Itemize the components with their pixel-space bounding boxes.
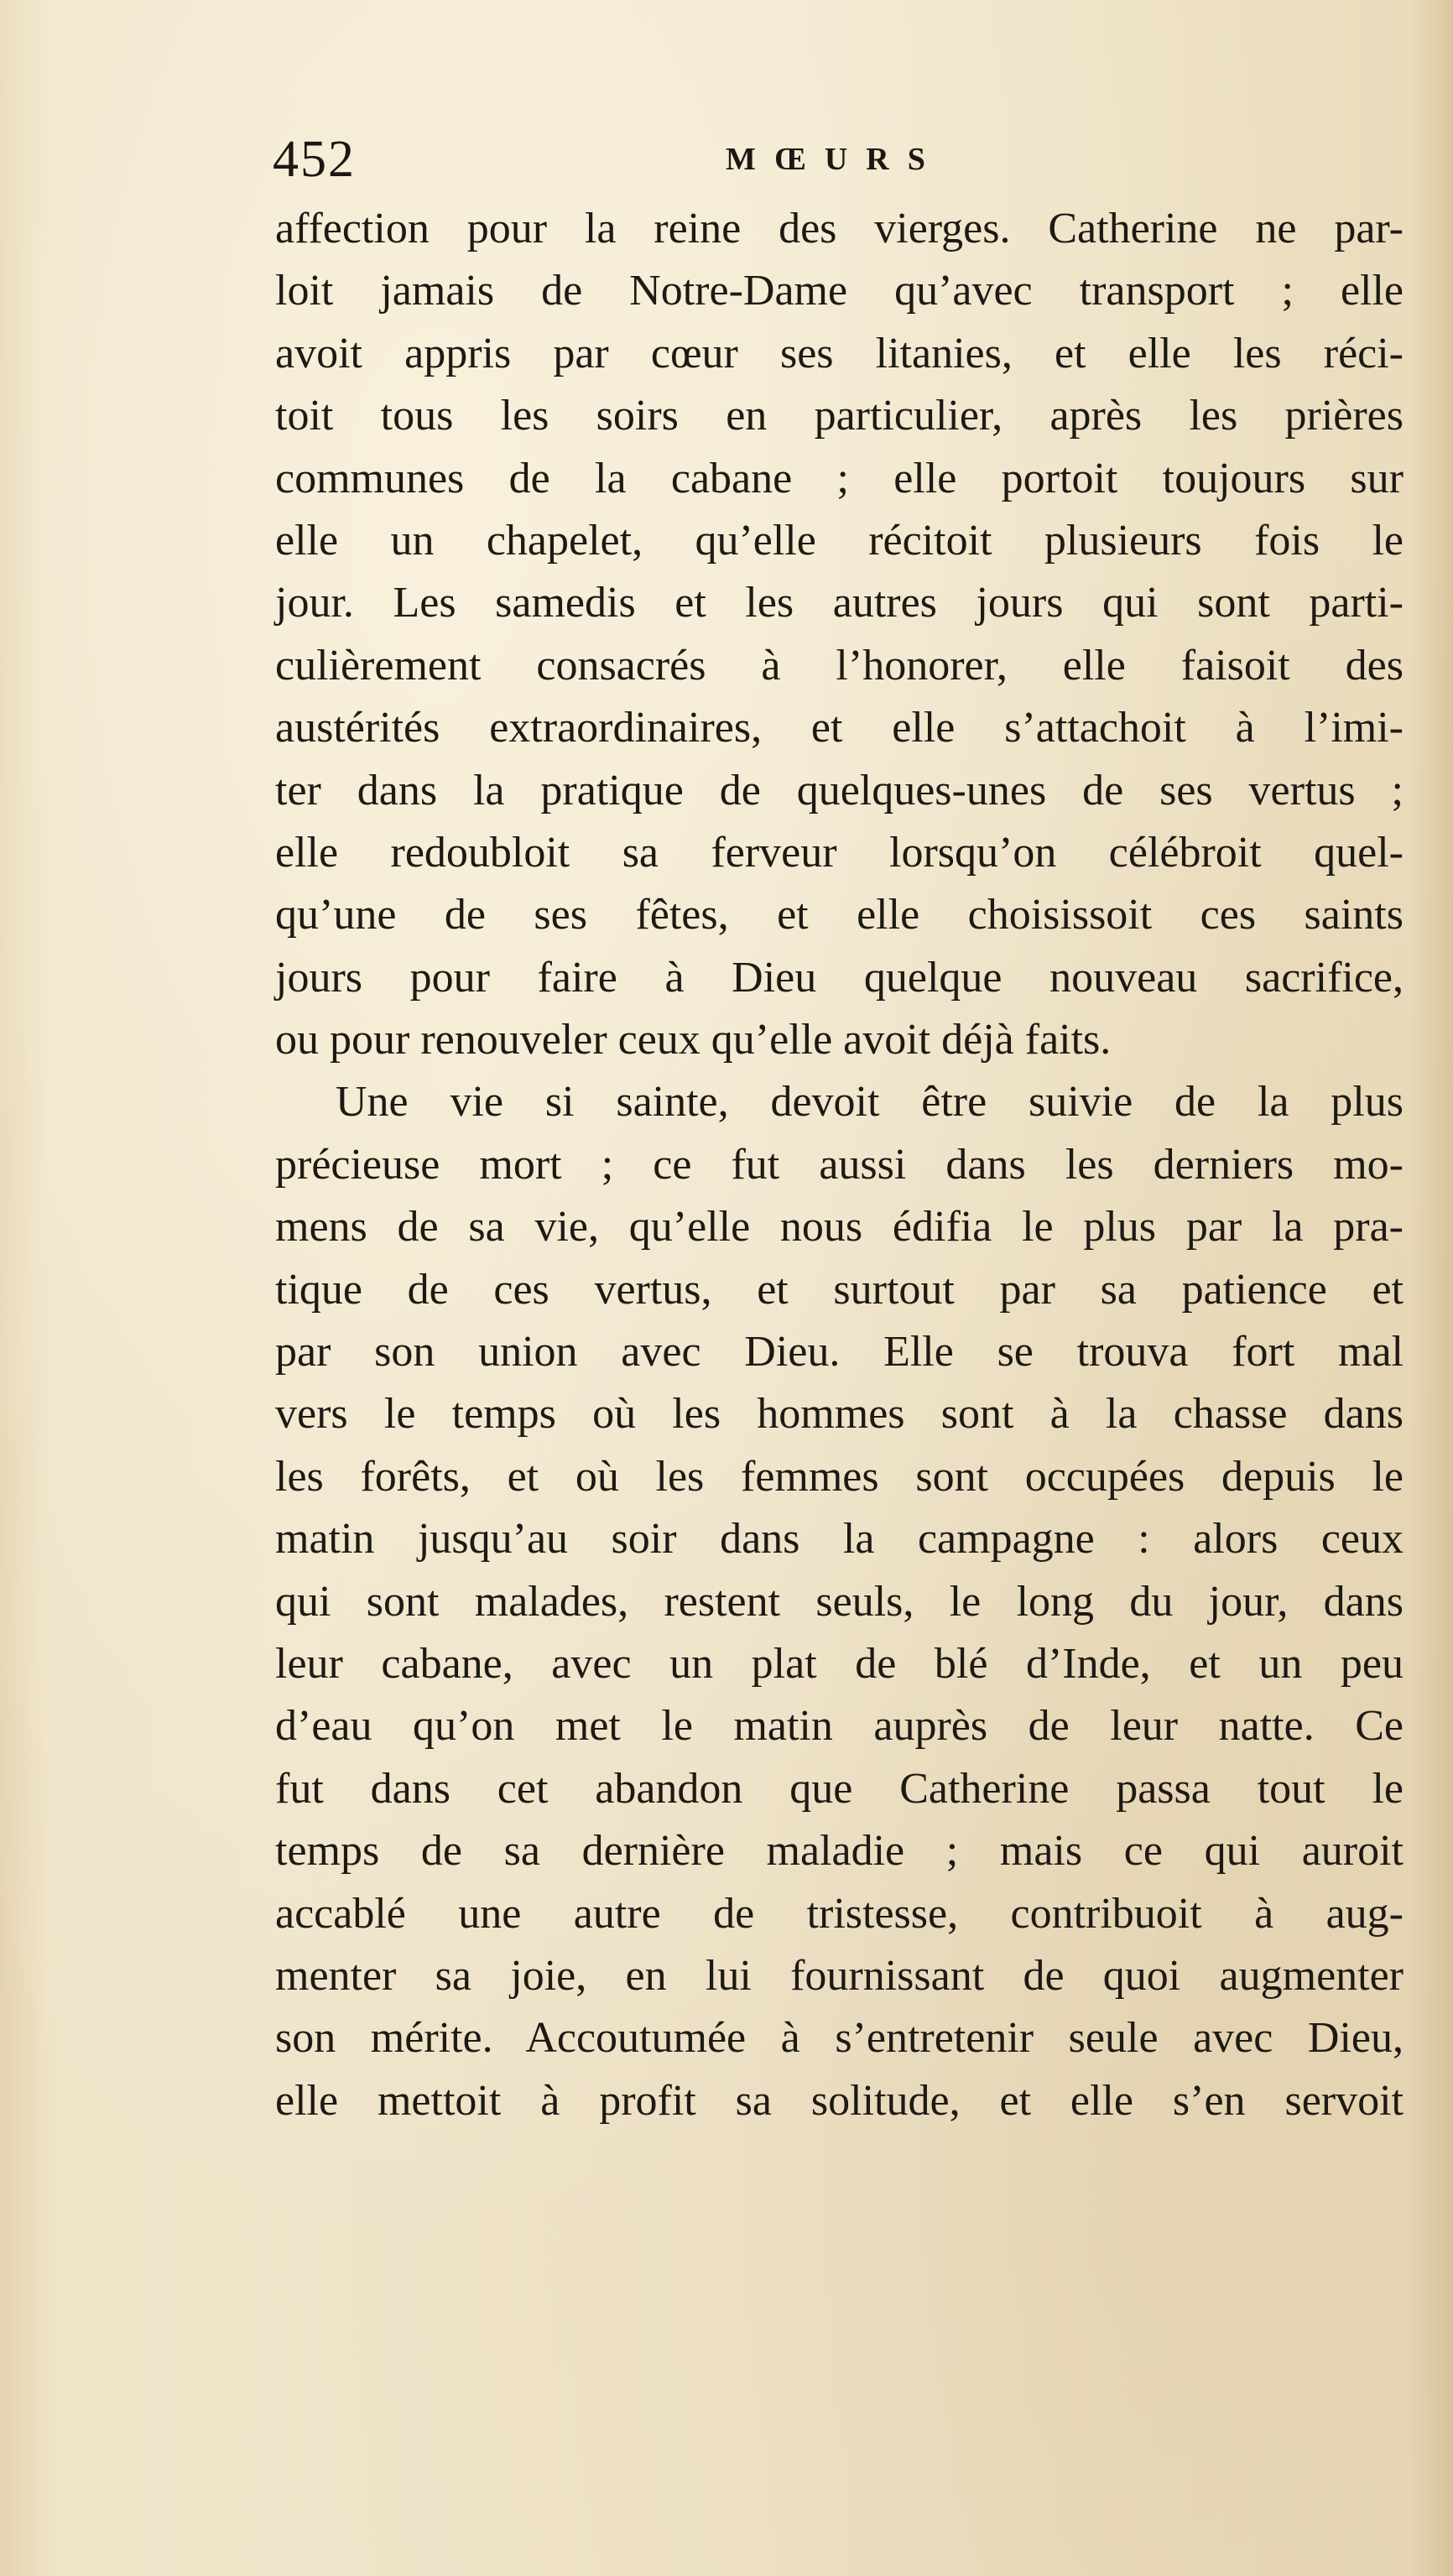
page-header xyxy=(273,126,1397,193)
text-line: loit jamais de Notre-Dame qu’avec transport ; elle xyxy=(275,267,1404,315)
text-line: elle mettoit à profit sa solitude, et elle s’en servoit xyxy=(275,2076,1404,2125)
text-line: affection pour la reine des vierges. Catherine ne par- xyxy=(275,205,1404,252)
text-line: précieuse mort ; ce fut aussi dans les derniers mo- xyxy=(275,1140,1404,1189)
text-line: fut dans cet abandon que Catherine passa tout le xyxy=(275,1764,1404,1813)
text-line: temps de sa dernière maladie ; mais ce qui auroit xyxy=(275,1827,1404,1876)
running-head: MŒURS xyxy=(726,142,944,177)
text-line: leur cabane, avec un plat de blé d’Inde, et un peu xyxy=(275,1639,1404,1688)
body-text xyxy=(275,198,1404,2132)
text-line: matin jusqu’au soir dans la campagne : alors ceux xyxy=(275,1515,1404,1564)
text-line: avoit appris par cœur ses litanies, et elle les réci- xyxy=(275,329,1404,377)
text-line: qui sont malades, restent seuls, le long du jour, dans xyxy=(275,1577,1404,1626)
text-line: communes de la cabane ; elle portoit toujours sur xyxy=(275,454,1404,502)
text-line: mens de sa vie, qu’elle nous édifia le plus par la pra- xyxy=(275,1203,1404,1252)
text-line: culièrement consacrés à l’honorer, elle faisoit des xyxy=(275,641,1404,690)
text-line: ter dans la pratique de quelques-unes de ses vertus ; xyxy=(275,766,1404,814)
paragraph-end-line: ou pour renouveler ceux qu’elle avoit déjà faits. xyxy=(275,1016,1112,1064)
text-line: qu’une de ses fêtes, et elle choisissoit ces saints xyxy=(275,891,1404,939)
text-line: jours pour faire à Dieu quelque nouveau sacrifice, xyxy=(275,953,1404,1002)
text-line: vers le temps où les hommes sont à la chasse dans xyxy=(275,1390,1404,1439)
text-line: menter sa joie, en lui fournissant de quoi augmenter xyxy=(275,1951,1404,2000)
text-line: tique de ces vertus, et surtout par sa patience et xyxy=(275,1265,1404,1314)
page-number: 452 xyxy=(273,131,356,188)
text-line: son mérite. Accoutumée à s’entretenir seule avec Dieu, xyxy=(275,2014,1404,2063)
text-line: elle redoubloit sa ferveur lorsqu’on célébroit quel- xyxy=(275,828,1404,877)
text-line: les forêts, et où les femmes sont occupées depuis le xyxy=(275,1452,1404,1501)
paragraph-start-line: Une vie si sainte, devoit être suivie de la plus xyxy=(336,1078,1404,1127)
text-line: accablé une autre de tristesse, contribuoit à aug- xyxy=(275,1889,1404,1938)
text-line: elle un chapelet, qu’elle récitoit plusieurs fois le xyxy=(275,516,1404,565)
text-line: austérités extraordinaires, et elle s’attachoit à l’imi- xyxy=(275,704,1404,752)
text-line: jour. Les samedis et les autres jours qui sont parti- xyxy=(275,579,1404,627)
text-line: toit tous les soirs en particulier, après les prières xyxy=(275,392,1404,440)
text-line: par son union avec Dieu. Elle se trouva fort mal xyxy=(275,1328,1404,1376)
text-line: d’eau qu’on met le matin auprès de leur natte. Ce xyxy=(275,1702,1404,1751)
